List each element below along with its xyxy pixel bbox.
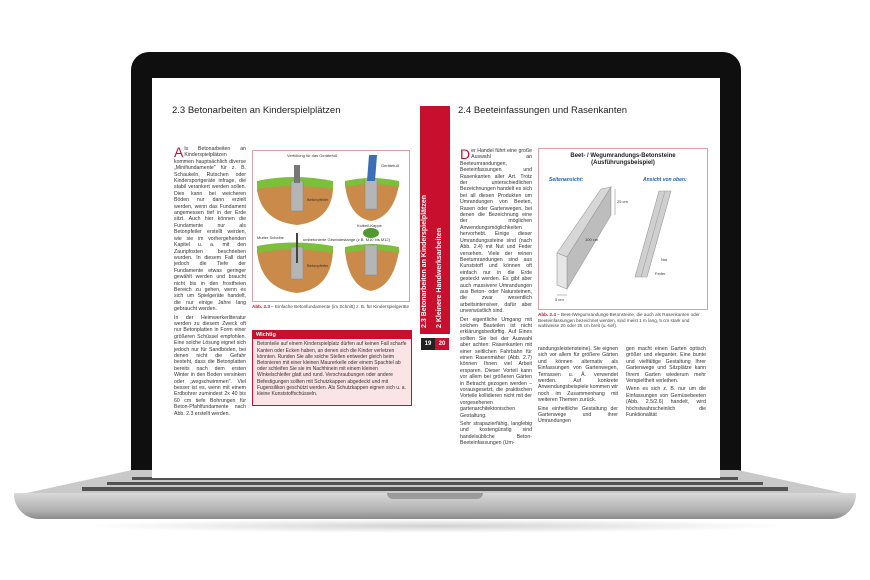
paragraph: Sehr strapazierfähig, langlebig und kostengünstig sind handelsübliche Beton-Beeteinfassungen (Um- (460, 421, 532, 447)
side-view-label: Seitenansicht: (549, 177, 584, 183)
paragraph: er Handel führt eine große Auswahl an Beeteumrandungen, Beeteinfassungen und Rasenkanten aller Art. Trotz der unterschiedlichen Bezeichnungen handelt es sich bei all diesen Produkten um Umrandungen von Beeten, Rasen oder Gartenwegen, bei denen die Bezeichnung eine der möglichen Anwendungsmöglichkeiten hervorhebt. Einige dieser Umrandungssteine sind (nach Abb. 2.4) mit Nut und Feder versehen. Viele der reinen Beetumrandungen sind aus Kunststoff und können oft einfach nur in die Erde gesteckt werden. Es gibt aber auch massivere Umrandungen aus Beton- oder Natursteinen, die zwar wesentlich arbeitsintensiver, dafür aber unverwüstlich sind. (460, 148, 532, 315)
figure-2-4 (538, 148, 708, 310)
feder-label: Feder (655, 271, 666, 276)
foundation-illustration (253, 151, 409, 301)
dropcap: D (460, 146, 471, 162)
right-page-heading: 2.4 Beeteinfassungen und Rasenkanten (458, 105, 628, 116)
paragraph: Eine einheitliche Gestaltung der Gartenwege und ihrer Umrandungen (538, 405, 618, 425)
figure-label: Gerätefuß (381, 163, 400, 168)
dim-length-label: 100 cm (585, 237, 599, 242)
paragraph: randungsleistensteine). Sie eignen sich vor allem für größere Gärten und können alternativ als Einfassungen von Gartenwegen, Terrassen u. Ä. verwendet werden. Auf konkrete Anwendungsbeispiele kommen wir noch im Zusammenhang mit weiteren Themen zurück. (538, 346, 618, 404)
figure-title: Beet- / Wegumrandungs-Betonsteine (570, 153, 676, 159)
curb-stone-illustration (539, 149, 707, 309)
right-text-column-2 (538, 346, 618, 427)
top-view-label: Ansicht von oben: (643, 177, 687, 183)
figure-label: Betonpfeiler (307, 263, 329, 268)
spine-chapter-left: 2.3 Betonarbeiten an Kinderspielplätzen (421, 194, 428, 328)
caption-label: Abb. 2.3 (252, 304, 270, 309)
left-page-heading: 2.3 Betonarbeiten an Kinderspielplätzen (172, 105, 341, 116)
page-number-right: 20 (435, 338, 449, 350)
right-text-column-1 (460, 148, 532, 449)
wichtig-text: Betonteile auf einem Kinderspielplatz dürfen auf keinen Fall scharfe Kanten oder Ecken haben, an denen sich die Kinder verletzen könnten. Runden Sie alle solche Stellen entweder gleich beim Betonieren mit einer kleinen Maurerkelle oder einem Spachtel ab oder schleifen Sie sie im Nachhinein mit einem kleinen Winkelschleifer glatt und rund. Verschraubungen oder andere Befestigungen sollten mit Schutzkappen abgedeckt und mit Fugensilikon geschützt werden. Als Schutzkappen eignen sich u. a. kleine Kunststoffschüsseln. (257, 341, 407, 398)
caption-text: – Beet-/Wegumrandungs-Betonsteine, die auch als Rasenkanten oder Beeteinfassungen bezeichnet werden, sind meist 1 m lang, 5 cm stark und wahlweise 20 oder 25 cm breit (u.-tief). (538, 312, 700, 329)
paragraph: ls Betonarbeiten an Kinderspielplätzen kommen hauptsächlich diverse „Miniﬁundamente" für z. B. Schaukeln, Rutschen oder Kindersportgeräte infrage, die stabil verankert werden sollen. Dies kann bei weicheren Böden nur dann erzielt werden, wenn das Fundament angemessen tief in der Erde sitzt. Auch hier können die Fundamente nur als Betonpfeiler erstellt werden, wie sie im vorhergehenden Kapitel u. a. mit den Zaunpfosten beschrieben wurden. In diesem Fall darf jedoch die Tiefe der Fundamente etwas geringer gewählt werden und braucht nicht bis in den frostfreien Bereich zu gehen, wenn es sich um Spielgeräte handelt, die nur einige Jahre lang gebraucht werden. (174, 146, 246, 313)
figure-caption (252, 304, 412, 310)
figure-subtitle: (Ausführungsbeispiel) (591, 160, 655, 166)
ebook-screen[interactable] (152, 78, 720, 478)
figure-caption (538, 312, 708, 329)
wichtig-box (252, 330, 412, 406)
figure-label: Betonpfeiler (307, 197, 329, 202)
left-text-column (174, 146, 246, 419)
right-page (440, 78, 720, 478)
laptop-shadow (80, 519, 790, 533)
paragraph: In der Heimwerkerliteratur werden zu diesem Zweck oft nur Betonplatten in Form einer größeren Schüssel empfohlen. Eine solche Lösung eignet sich jedoch nur für Sandböden, bei denen nicht die Gefahr besteht, dass die Betonplatten bereits nach dem ersten Winter in den Boden versinken oder „wegschwimmen". Viel besser ist es, wenn mit einem Erdbohrer zumindest 2x 40 bis 60 cm tiefe Bohrungen für Beton-Pfahlfundamente nach Abb. 2.3 erstellt werden. (174, 314, 246, 417)
dropcap: A (174, 144, 184, 160)
left-page (152, 78, 432, 478)
figure-label: Mutter Scheibe (257, 235, 284, 240)
spine-chapter-right: 2 Kleinere Handwerksarbeiten (436, 228, 443, 328)
figure-label: Kolbeil-Kappe (357, 223, 382, 228)
paragraph: Wenn es sich z. B. nur um die Einfassungen von Gemüsebeeten (Abb. 2.5/2.6) handelt, wird höchstwahrscheinlich die Funktionalität (626, 386, 706, 419)
caption-label: Abb. 2.4 (538, 312, 556, 317)
page-number-left: 19 (421, 338, 435, 350)
caption-text: – Einfache Betonfundamente (im Schnitt) z. B. für Kinderspielgeräte (269, 304, 410, 309)
dim-height-label: 25 cm (617, 199, 628, 204)
paragraph: gen macht einen Garten optisch größer und eleganter. Eine bunte und vielfältige Gestaltung Ihrer Gartenwege und Sitzplätze kann Ihrem Garten wiederum mehr Verspieltheit verleihen. (626, 346, 706, 385)
figure-label: umbetonierte Gewindestange (z.B. M10 bis M12) (303, 237, 390, 242)
wichtig-title: Wichtig (253, 331, 411, 339)
right-text-column-3 (626, 346, 706, 420)
figure-label: Verfüllung für das Gerätefuß (287, 153, 338, 158)
dim-width-label: 5 cm (555, 297, 564, 302)
paragraph: Der eigentliche Umgang mit solchen Bauteilen ist nicht erklärungsbedürftig. Auf Eines sollten Sie bei der Auswahl aber achten: Rasenkanten mit einer seitlichen Fahrbahn für einen Rasenmäher (Abb. 2.7) können Ihnen viel Arbeit ersparen. Dieser Vorteil kann vor allem bei größeren Gärten in Betracht gezogen werden – vorausgesetzt, die praktischen Vorteile kollidieren nicht mit der vorgesehenen gartenarchitektonischen Gestaltung. (460, 316, 532, 419)
trackpad-notch (387, 493, 483, 499)
nut-label: Nut (661, 257, 668, 262)
figure-2-3 (252, 150, 410, 302)
